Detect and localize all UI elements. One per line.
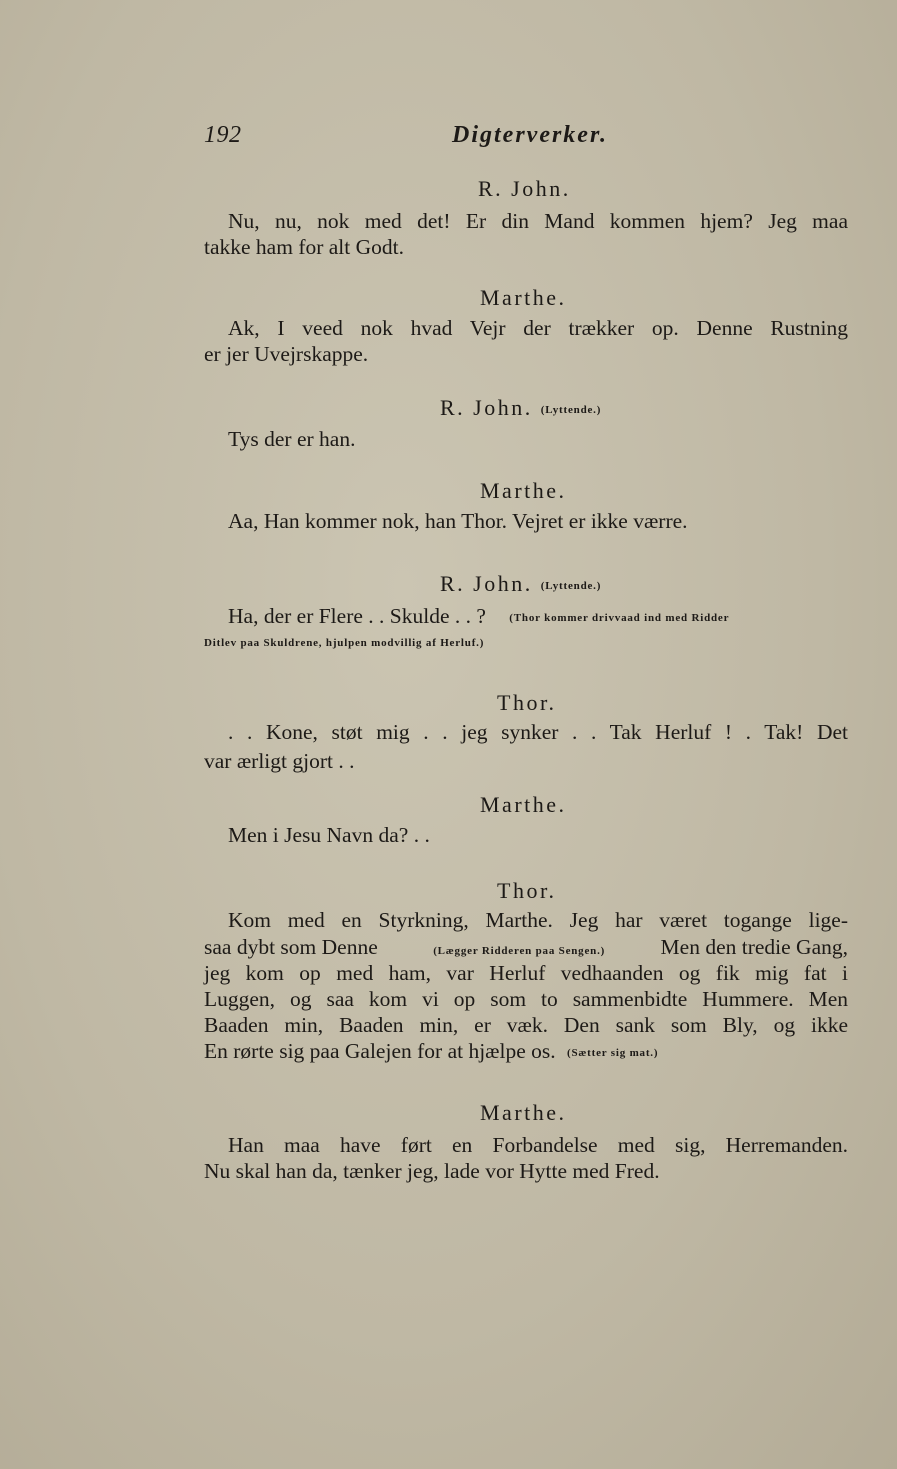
dialogue-line: jeg kom op med ham, var Herluf vedhaanden og fik mig fat i	[204, 961, 848, 985]
dialogue-line: Tys der er han.	[228, 427, 356, 451]
dialogue-line: Ak, I veed nok hvad Vejr der trækker op. Denne Rustning	[228, 316, 848, 340]
stage-direction: (Thor kommer drivvaad ind med Ridder	[509, 612, 730, 624]
dialogue-line: var ærligt gjort . .	[204, 749, 355, 773]
speaker-name: Marthe.	[480, 792, 567, 817]
running-title: Digterverker.	[452, 122, 608, 148]
speaker-line	[440, 571, 601, 597]
speaker-name: R. John.	[440, 571, 533, 596]
dialogue-line	[204, 934, 848, 960]
speaker-name: Thor.	[497, 690, 557, 715]
dialogue-line: Baaden min, Baaden min, er væk. Den sank som Bly, og ikke	[204, 1013, 848, 1037]
dialogue-line	[204, 1038, 848, 1064]
stage-direction: (Lyttende.)	[540, 404, 602, 416]
speaker-name: R. John.	[478, 176, 571, 201]
speaker-name: Thor.	[497, 878, 557, 903]
dialogue-text: saa dybt som Denne	[204, 935, 378, 959]
dialogue-line: Nu, nu, nok med det! Er din Mand kommen hjem? Jeg maa	[228, 209, 848, 233]
stage-direction: (Sætter sig mat.)	[567, 1047, 659, 1059]
dialogue-line: Aa, Han kommer nok, han Thor. Vejret er ikke værre.	[228, 509, 688, 533]
stage-direction: Ditlev paa Skuldrene, hjulpen modvillig af Herluf.)	[204, 637, 485, 649]
dialogue-text: Men den tredie Gang,	[660, 935, 848, 959]
speaker-name: Marthe.	[480, 478, 567, 503]
stage-direction: (Lægger Ridderen paa Sengen.)	[433, 945, 606, 957]
page-number: 192	[204, 122, 242, 148]
dialogue-line: Han maa have ført en Forbandelse med sig, Herremanden.	[228, 1133, 848, 1157]
dialogue-line: Men i Jesu Navn da? . .	[228, 823, 430, 847]
speaker-name: Marthe.	[480, 1100, 567, 1125]
dialogue-line: er jer Uvejrskappe.	[204, 342, 369, 366]
dialogue-text: Ha, der er Flere . . Skulde . . ?	[228, 604, 486, 628]
dialogue-line: takke ham for alt Godt.	[204, 235, 405, 259]
stage-direction: (Lyttende.)	[540, 580, 602, 592]
dialogue-line: Kom med en Styrkning, Marthe. Jeg har været togange lige-	[228, 908, 848, 932]
dialogue-line: Luggen, og saa kom vi op som to sammenbidte Hummere. Men	[204, 987, 848, 1011]
speaker-name: R. John.	[440, 395, 533, 420]
dialogue-line: Nu skal han da, tænker jeg, lade vor Hytte med Fred.	[204, 1159, 660, 1183]
dialogue-line: . . Kone, støt mig . . jeg synker . . Tak Herluf ! . Tak! Det	[228, 720, 848, 744]
speaker-line	[440, 395, 601, 421]
speaker-name: Marthe.	[480, 285, 567, 310]
dialogue-line	[204, 603, 848, 629]
dialogue-text: En rørte sig paa Galejen for at hjælpe os.	[204, 1039, 556, 1063]
